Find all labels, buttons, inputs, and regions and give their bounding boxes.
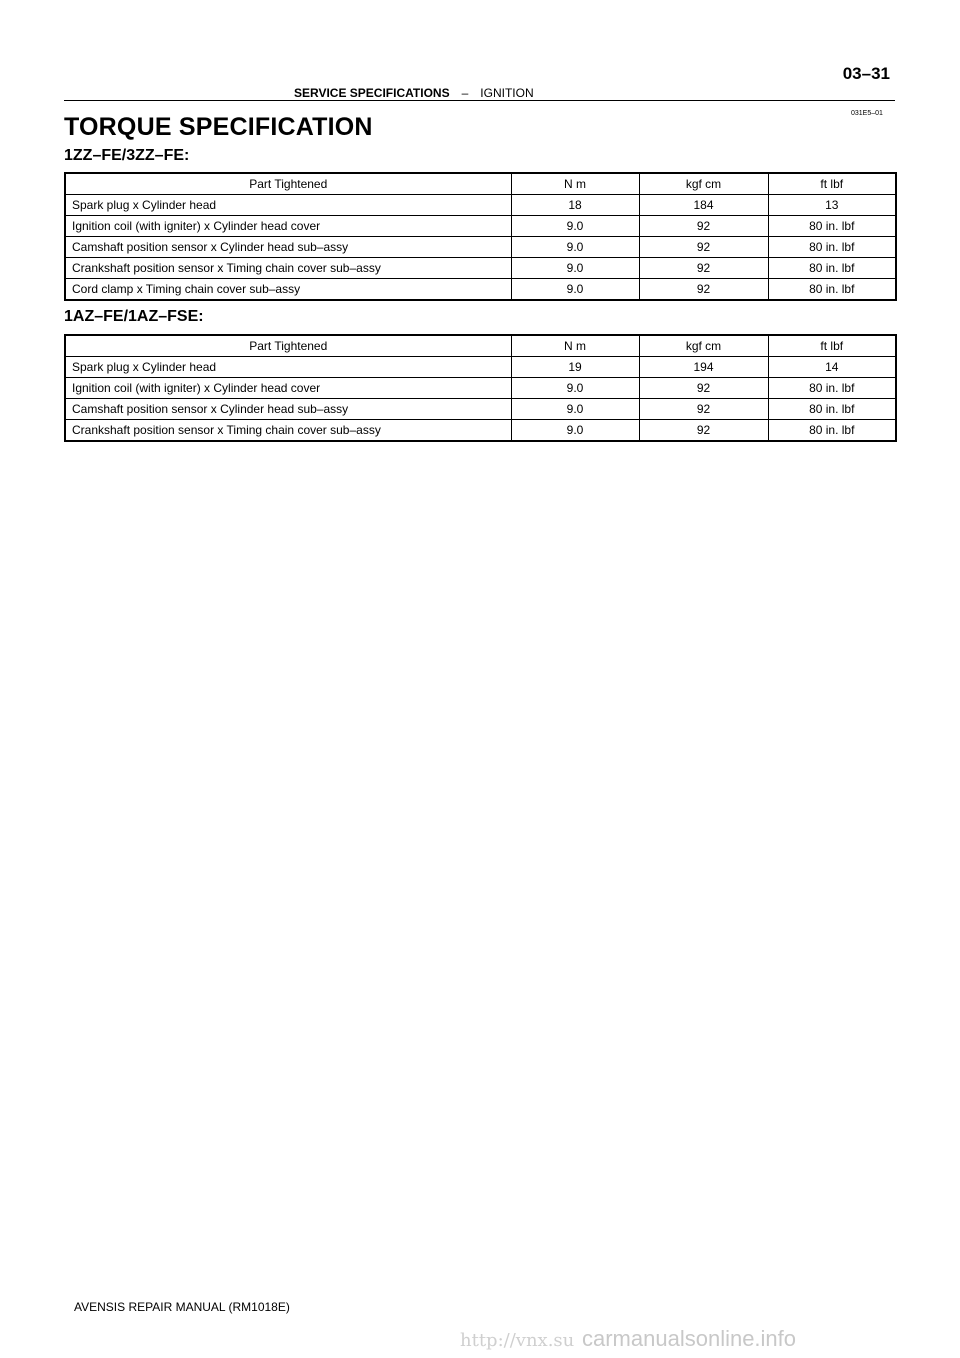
cell-part: Crankshaft position sensor x Timing chain cover sub–assy — [65, 420, 511, 442]
cell-part: Spark plug x Cylinder head — [65, 357, 511, 378]
cell-ftlbf: 80 in. lbf — [768, 420, 896, 442]
cell-kgfcm: 92 — [639, 258, 768, 279]
cell-ftlbf: 80 in. lbf — [768, 216, 896, 237]
cell-nm: 9.0 — [511, 399, 639, 420]
cell-part: Spark plug x Cylinder head — [65, 195, 511, 216]
cell-ftlbf: 14 — [768, 357, 896, 378]
cell-ftlbf: 80 in. lbf — [768, 279, 896, 301]
cell-kgfcm: 92 — [639, 420, 768, 442]
header-dash: – — [461, 86, 469, 100]
cell-nm: 9.0 — [511, 216, 639, 237]
watermark-carmanualsonline: carmanualsonline.info — [582, 1326, 797, 1351]
table-header-row — [65, 173, 896, 195]
cell-nm: 9.0 — [511, 279, 639, 301]
page-footer: AVENSIS REPAIR MANUAL (RM1018E) — [74, 1300, 290, 1314]
column-header-kgfcm: kgf cm — [639, 173, 768, 195]
cell-nm: 9.0 — [511, 258, 639, 279]
column-header-ftlbf: ft lbf — [768, 335, 896, 357]
cell-part: Ignition coil (with igniter) x Cylinder head cover — [65, 378, 511, 399]
table-row — [65, 195, 896, 216]
cell-ftlbf: 80 in. lbf — [768, 378, 896, 399]
cell-ftlbf: 80 in. lbf — [768, 237, 896, 258]
column-header-ftlbf: ft lbf — [768, 173, 896, 195]
cell-kgfcm: 194 — [639, 357, 768, 378]
cell-part: Camshaft position sensor x Cylinder head sub–assy — [65, 399, 511, 420]
cell-ftlbf: 13 — [768, 195, 896, 216]
column-header-part: Part Tightened — [65, 173, 511, 195]
cell-kgfcm: 184 — [639, 195, 768, 216]
engine-heading-1az: 1AZ–FE/1AZ–FSE: — [64, 308, 204, 325]
table-header-row — [65, 335, 896, 357]
cell-part: Camshaft position sensor x Cylinder head sub–assy — [65, 237, 511, 258]
header-subsection: IGNITION — [480, 86, 534, 100]
cell-kgfcm: 92 — [639, 378, 768, 399]
cell-kgfcm: 92 — [639, 279, 768, 301]
column-header-nm: N m — [511, 335, 639, 357]
cell-nm: 9.0 — [511, 237, 639, 258]
watermark-vnx: http://vnx.su — [460, 1330, 575, 1351]
table-row — [65, 378, 896, 399]
cell-nm: 19 — [511, 357, 639, 378]
page-number: 03–31 — [842, 64, 890, 83]
table-row — [65, 357, 896, 378]
table-row — [65, 237, 896, 258]
table-row — [65, 420, 896, 442]
header-divider — [64, 100, 895, 101]
page-header — [64, 64, 894, 100]
page-title: TORQUE SPECIFICATION — [64, 113, 373, 141]
table-row — [65, 216, 896, 237]
cell-kgfcm: 92 — [639, 237, 768, 258]
cell-part: Ignition coil (with igniter) x Cylinder head cover — [65, 216, 511, 237]
cell-nm: 9.0 — [511, 378, 639, 399]
cell-part: Crankshaft position sensor x Timing chain cover sub–assy — [65, 258, 511, 279]
column-header-part: Part Tightened — [65, 335, 511, 357]
column-header-nm: N m — [511, 173, 639, 195]
cell-kgfcm: 92 — [639, 399, 768, 420]
header-section-name: SERVICE SPECIFICATIONS — [294, 86, 450, 100]
header-section — [294, 86, 534, 100]
table-row — [65, 258, 896, 279]
cell-part: Cord clamp x Timing chain cover sub–assy — [65, 279, 511, 301]
cell-nm: 9.0 — [511, 420, 639, 442]
cell-ftlbf: 80 in. lbf — [768, 258, 896, 279]
table-row — [65, 279, 896, 301]
cell-kgfcm: 92 — [639, 216, 768, 237]
torque-table-1zz — [64, 172, 897, 301]
torque-table-1az — [64, 334, 897, 442]
table-row — [65, 399, 896, 420]
engine-heading-1zz: 1ZZ–FE/3ZZ–FE: — [64, 147, 190, 164]
cell-nm: 18 — [511, 195, 639, 216]
cell-ftlbf: 80 in. lbf — [768, 399, 896, 420]
document-code: 031E5–01 — [851, 110, 883, 117]
column-header-kgfcm: kgf cm — [639, 335, 768, 357]
